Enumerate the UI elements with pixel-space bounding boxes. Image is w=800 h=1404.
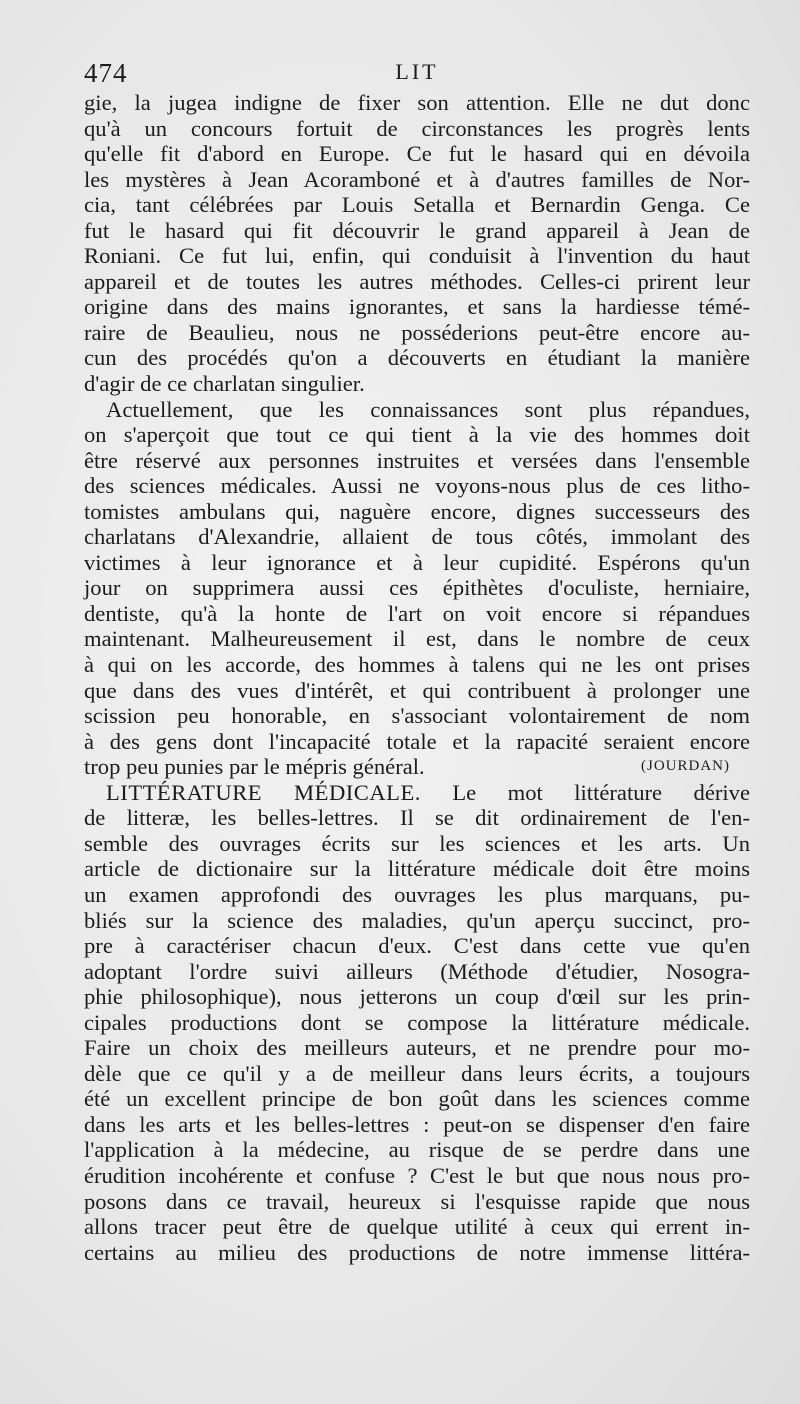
text-line: pre à caractériser chacun d'eux. C'est dans cette vue qu'en xyxy=(84,933,750,959)
text-line: Le mot littérature dérive xyxy=(452,779,750,805)
text-line: dèle que ce qu'il y a de meilleur dans leurs écrits, a toujours xyxy=(84,1060,750,1086)
page-header xyxy=(84,58,750,92)
text-line: qu'à un concours fortuit de circonstances les progrès lents xyxy=(84,115,750,141)
page-number: 474 xyxy=(84,58,128,88)
text-line: que dans des vues d'intérêt, et qui contribuent à prolonger une xyxy=(84,677,750,703)
text-line: semble des ouvrages écrits sur les sciences et les arts. Un xyxy=(84,830,750,856)
author-signature: (JOURDAN) xyxy=(641,758,730,775)
text-line: les mystères à Jean Acoramboné et à d'autres familles de Nor- xyxy=(84,166,750,192)
text-line: appareil et de toutes les autres méthodes. Celles-ci prirent leur xyxy=(84,268,750,294)
page-body xyxy=(84,90,750,1265)
text-line: phie philosophique), nous jetterons un coup d'œil sur les prin- xyxy=(84,984,750,1010)
text-line: Faire un choix des meilleurs auteurs, et ne prendre pour mo- xyxy=(84,1035,750,1061)
text-line: l'application à la médecine, au risque de se perdre dans une xyxy=(84,1137,750,1163)
text-line: cia, tant célébrées par Louis Setalla et Bernardin Genga. Ce xyxy=(84,192,750,218)
text-line: être réservé aux personnes instruites et versées dans l'ensemble xyxy=(84,447,750,473)
text-line: Roniani. Ce fut lui, enfin, qui conduisit à l'invention du haut xyxy=(84,243,750,269)
text-line: certains au milieu des productions de notre immense littéra- xyxy=(84,1239,750,1265)
text-line: été un excellent principe de bon goût dans les sciences comme xyxy=(84,1086,750,1112)
text-line: des sciences médicales. Aussi ne voyons-nous plus de ces litho- xyxy=(84,473,750,499)
text-line: jour on supprimera aussi ces épithètes d'oculiste, herniaire, xyxy=(84,575,750,601)
article-first-line xyxy=(84,780,750,806)
text-line: maintenant. Malheureusement il est, dans le nombre de ceux xyxy=(84,626,750,652)
text-line: dans les arts et les belles-lettres : peut-on se dispenser d'en faire xyxy=(84,1111,750,1137)
text-line-with-signature xyxy=(84,754,750,780)
text-line: raire de Beaulieu, nous ne posséderions peut-être encore au- xyxy=(84,319,750,345)
text-line: d'agir de ce charlatan singulier. xyxy=(84,371,365,397)
text-line: trop peu punies par le mépris général. xyxy=(84,754,425,780)
text-line: victimes à leur ignorance et à leur cupidité. Espérons qu'un xyxy=(84,549,750,575)
text-line: dentiste, qu'à la honte de l'art on voit encore si répandues xyxy=(84,600,750,626)
text-line: tomistes ambulans qui, naguère encore, dignes successeurs des xyxy=(84,498,750,524)
text-line: Actuellement, que les connaissances sont plus répandues, xyxy=(106,396,750,422)
text-line: origine dans des mains ignorantes, et sans la hardiesse témé- xyxy=(84,294,750,320)
text-line: scission peu honorable, en s'associant volontairement de nom xyxy=(84,703,750,729)
article-heading: LITTÉRATURE MÉDICALE. xyxy=(106,779,421,805)
text-line: bliés sur la science des maladies, qu'un aperçu succinct, pro- xyxy=(84,907,750,933)
text-line: un examen approfondi des ouvrages les plus marquans, pu- xyxy=(84,881,750,907)
text-line: cun des procédés qu'on a découverts en étudiant la manière xyxy=(84,345,750,371)
text-line: cipales productions dont se compose la littérature médicale. xyxy=(84,1009,750,1035)
text-line: gie, la jugea indigne de fixer son attention. Elle ne dut donc xyxy=(84,90,750,115)
text-line: allons tracer peut être de quelque utilité à ceux qui errent in- xyxy=(84,1214,750,1240)
text-line: posons dans ce travail, heureux si l'esquisse rapide que nous xyxy=(84,1188,750,1214)
running-head: LIT xyxy=(395,59,439,84)
text-line: de litteræ, les belles-lettres. Il se dit ordinairement de l'en- xyxy=(84,805,750,831)
text-line: charlatans d'Alexandrie, allaient de tous côtés, immolant des xyxy=(84,524,750,550)
text-line: qu'elle fit d'abord en Europe. Ce fut le hasard qui en dévoila xyxy=(84,141,750,167)
text-line: à qui on les accorde, des hommes à talens qui ne les ont prises xyxy=(84,652,750,678)
text-line: adoptant l'ordre suivi ailleurs (Méthode d'étudier, Nosogra- xyxy=(84,958,750,984)
text-line: article de dictionaire sur la littérature médicale doit être moins xyxy=(84,856,750,882)
text-line: on s'aperçoit que tout ce qui tient à la vie des hommes doit xyxy=(84,422,750,448)
text-line: fut le hasard qui fit découvrir le grand appareil à Jean de xyxy=(84,217,750,243)
text-line: érudition incohérente et confuse ? C'est le but que nous nous pro- xyxy=(84,1162,750,1188)
text-line: à des gens dont l'incapacité totale et la rapacité seraient encore xyxy=(84,728,750,754)
